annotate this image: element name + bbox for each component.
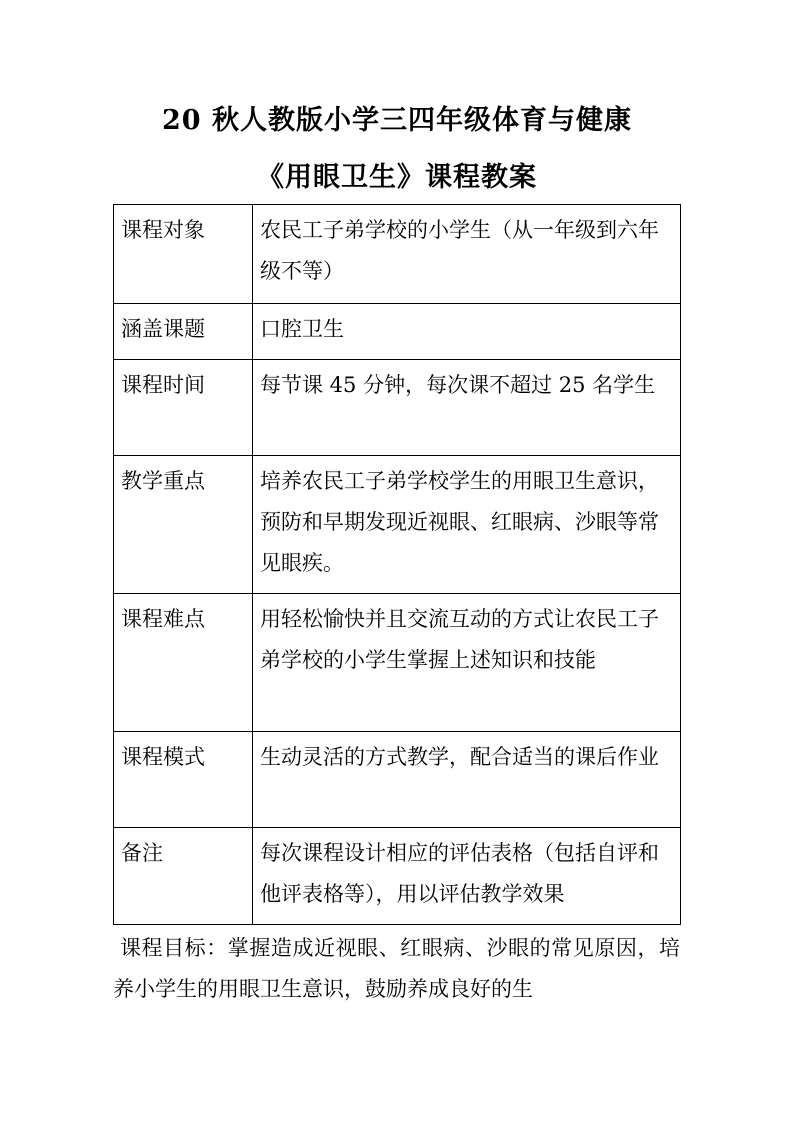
row-label: 课程对象 [114, 205, 253, 304]
table-row [114, 456, 681, 594]
course-goal-paragraph: 课程目标：掌握造成近视眼、红眼病、沙眼的常见原因，培养小学生的用眼卫生意识，鼓励养成良好的生 [113, 936, 680, 1001]
row-label: 课程时间 [114, 360, 253, 456]
row-value: 农民工子弟学校的小学生（从一年级到六年级不等） [253, 205, 681, 304]
row-label: 课程模式 [114, 732, 253, 828]
document-subtitle: 《用眼卫生》课程教案 [257, 162, 537, 193]
row-value: 每节课 45 分钟，每次课不超过 25 名学生 [253, 360, 681, 456]
row-value: 口腔卫生 [253, 304, 681, 360]
document-title: 20 秋人教版小学三四年级体育与健康 [162, 105, 632, 136]
row-value: 每次课程设计相应的评估表格（包括自评和他评表格等），用以评估教学效果 [253, 828, 681, 925]
table-row [114, 732, 681, 828]
table-row [114, 205, 681, 304]
row-label: 备注 [114, 828, 253, 925]
table-row [114, 828, 681, 925]
table-row [114, 304, 681, 360]
row-value: 培养农民工子弟学校学生的用眼卫生意识，预防和早期发现近视眼、红眼病、沙眼等常见眼疾。 [253, 456, 681, 594]
row-label: 课程难点 [114, 594, 253, 732]
row-value: 生动灵活的方式教学，配合适当的课后作业 [253, 732, 681, 828]
table-row [114, 594, 681, 732]
row-value: 用轻松愉快并且交流互动的方式让农民工子弟学校的小学生掌握上述知识和技能 [253, 594, 681, 732]
lesson-plan-table [113, 204, 681, 925]
row-label: 教学重点 [114, 456, 253, 594]
row-label: 涵盖课题 [114, 304, 253, 360]
table-row [114, 360, 681, 456]
